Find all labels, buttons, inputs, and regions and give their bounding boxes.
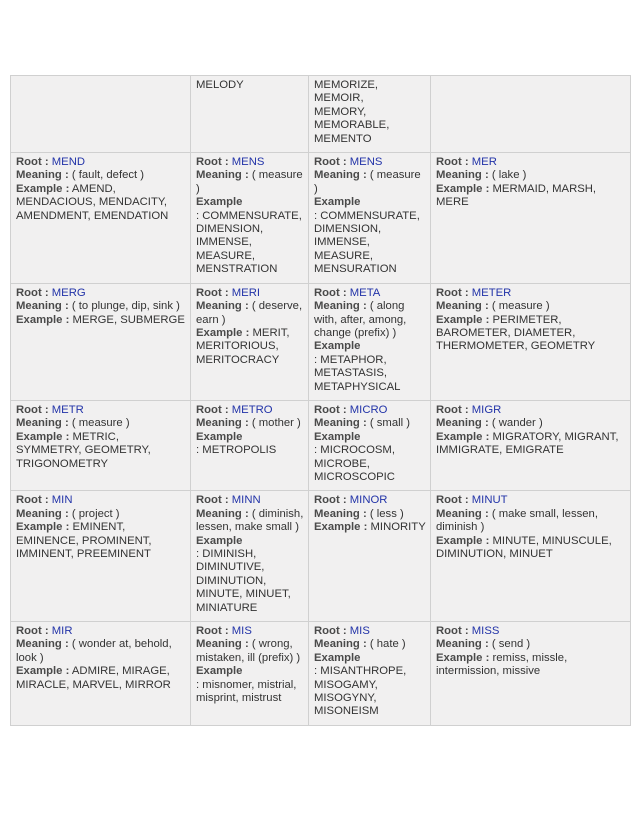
example-line (16, 521, 186, 561)
example-label: Example (314, 340, 361, 353)
root-label: Root : (196, 625, 229, 638)
root-entry-cell (191, 283, 309, 400)
root-label: Root : (16, 403, 49, 416)
meaning-label: Meaning : (314, 169, 367, 182)
root-entry-cell (11, 491, 191, 622)
meaning-label: Meaning : (196, 169, 249, 182)
table-cell (309, 76, 431, 153)
root-value: METR (51, 403, 84, 416)
meaning-label: Meaning : (196, 638, 249, 651)
root-line (436, 404, 626, 417)
example-value: : DIMINISH, DIMINUTIVE, DIMINUTION, MINUTE, MINUET, MINIATURE (196, 548, 291, 614)
root-line (196, 494, 304, 507)
example-label-line (196, 535, 304, 548)
example-line (436, 535, 626, 562)
example-line (16, 183, 186, 223)
meaning-value: ( measure ) (196, 169, 303, 195)
example-value: remiss, missle, intermission, missive (436, 651, 568, 678)
meaning-label: Meaning : (16, 169, 69, 182)
meaning-line (16, 300, 186, 313)
meaning-line (314, 300, 426, 340)
root-entry-cell (309, 622, 431, 726)
meaning-line (436, 169, 626, 182)
root-value: METRO (231, 403, 273, 416)
meaning-value: ( wrong, mistaken, ill (prefix) ) (196, 638, 301, 664)
example-label: Example (196, 665, 243, 678)
example-label: Example (196, 196, 243, 209)
example-line (436, 652, 626, 679)
meaning-value: ( project ) (71, 507, 120, 520)
example-value: AMEND, MENDACIOUS, MENDACITY, AMENDMENT, EMENDATION (16, 182, 169, 222)
root-value: MERI (231, 286, 261, 299)
root-line (314, 494, 426, 507)
root-value: MINUT (471, 494, 508, 507)
meaning-line (436, 508, 626, 535)
root-value: MICRO (349, 403, 388, 416)
root-line (16, 156, 186, 169)
meaning-value: ( hate ) (369, 638, 406, 651)
meaning-value: ( measure ) (71, 417, 130, 430)
example-label: Example (314, 430, 361, 443)
root-label: Root : (436, 625, 469, 638)
root-line (196, 287, 304, 300)
root-entry-cell (309, 400, 431, 490)
meaning-line (16, 417, 186, 430)
root-entry-cell (191, 622, 309, 726)
example-value: EMINENT, EMINENCE, PROMINENT, IMMINENT, PREEMINENT (16, 521, 152, 560)
root-line (196, 404, 304, 417)
root-line (436, 287, 626, 300)
example-label-line (314, 652, 426, 665)
root-value: MIN (51, 494, 73, 507)
example-label: Example : (436, 313, 490, 326)
table-row (11, 491, 631, 622)
example-value: : MICROCOSM, MICROBE, MICROSCOPIC (314, 444, 395, 483)
example-value: PERIMETER, BAROMETER, DIAMETER, THERMOMETER, GEOMETRY (436, 313, 596, 353)
root-label: Root : (436, 286, 469, 299)
root-line (314, 287, 426, 300)
root-label: Root : (16, 625, 49, 638)
meaning-line (314, 638, 426, 651)
root-label: Root : (196, 403, 229, 416)
meaning-value: ( measure ) (314, 169, 421, 195)
meaning-value: ( wonder at, behold, look ) (16, 638, 172, 664)
root-line (16, 404, 186, 417)
root-entry-cell (309, 283, 431, 400)
meaning-value: ( small ) (369, 417, 411, 430)
root-line (16, 287, 186, 300)
table-cell (431, 76, 631, 153)
meaning-line (196, 300, 304, 327)
example-label: Example : (436, 182, 490, 195)
table-row (11, 622, 631, 726)
roots-table (10, 75, 631, 726)
root-entry-cell (431, 400, 631, 490)
root-entry-cell (11, 283, 191, 400)
example-line (314, 521, 426, 534)
meaning-line (16, 508, 186, 521)
root-entry-cell (309, 491, 431, 622)
root-value: MENS (231, 156, 265, 169)
root-label: Root : (436, 403, 469, 416)
example-value: MERIT, MERITORIOUS, MERITOCRACY (196, 326, 290, 366)
example-label: Example (196, 430, 243, 443)
cell-text: MELODY (196, 79, 244, 91)
root-entry-cell (11, 622, 191, 726)
root-value: MIS (349, 625, 370, 638)
meaning-value: ( deserve, earn ) (196, 300, 303, 326)
meaning-label: Meaning : (16, 417, 69, 430)
example-line (196, 327, 304, 367)
meaning-value: ( diminish, lessen, make small ) (196, 507, 304, 534)
meaning-label: Meaning : (436, 507, 489, 520)
root-value: METER (471, 286, 512, 299)
example-label: Example : (16, 521, 70, 534)
meaning-line (436, 638, 626, 651)
meaning-value: ( mother ) (251, 417, 301, 430)
root-label: Root : (314, 286, 347, 299)
meaning-label: Meaning : (196, 507, 249, 520)
table-cell (191, 76, 309, 153)
root-value: MER (471, 156, 497, 169)
meaning-line (16, 169, 186, 182)
example-line (436, 183, 626, 210)
example-label: Example : (196, 326, 250, 339)
root-line (196, 625, 304, 638)
root-entry-cell (431, 622, 631, 726)
example-label: Example : (16, 430, 70, 443)
root-line (314, 404, 426, 417)
example-line (16, 431, 186, 471)
meaning-line (314, 169, 426, 196)
root-value: MERG (51, 286, 86, 299)
example-label: Example (314, 196, 361, 209)
table-row (11, 153, 631, 284)
root-line (196, 156, 304, 169)
root-label: Root : (196, 286, 229, 299)
example-value: MERMAID, MARSH, MERE (436, 182, 597, 209)
root-entry-cell (191, 400, 309, 490)
meaning-label: Meaning : (436, 169, 489, 182)
meaning-line (436, 300, 626, 313)
root-label: Root : (196, 156, 229, 169)
meaning-value: ( measure ) (491, 300, 550, 313)
meaning-value: ( lake ) (491, 169, 527, 182)
example-label-line (314, 340, 426, 353)
root-label: Root : (436, 494, 469, 507)
example-label: Example (196, 534, 243, 547)
example-value: MIGRATORY, MIGRANT, IMMIGRATE, EMIGRATE (436, 430, 619, 457)
root-label: Root : (314, 156, 347, 169)
meaning-label: Meaning : (16, 638, 69, 651)
root-line (436, 156, 626, 169)
example-value: : METROPOLIS (196, 444, 277, 457)
meaning-value: ( along with, after, among, change (prefix) ) (314, 300, 407, 339)
example-value: MINUTE, MINUSCULE, DIMINUTION, MINUET (436, 534, 612, 560)
root-label: Root : (196, 494, 229, 507)
root-label: Root : (16, 494, 49, 507)
example-label-line (196, 665, 304, 678)
example-line (16, 665, 186, 692)
meaning-line (314, 508, 426, 521)
example-value: : COMMENSURATE, DIMENSION, IMMENSE, MEASURE, MENSTRATION (196, 209, 302, 276)
root-label: Root : (16, 286, 49, 299)
meaning-label: Meaning : (314, 417, 367, 430)
table-body (11, 76, 631, 726)
meaning-label: Meaning : (196, 417, 249, 430)
root-line (436, 625, 626, 638)
example-label: Example : (16, 313, 70, 326)
meaning-label: Meaning : (314, 300, 367, 313)
root-line (436, 494, 626, 507)
root-value: MINN (231, 494, 261, 507)
root-line (16, 625, 186, 638)
table-row (11, 76, 631, 153)
example-value: MERGE, SUBMERGE (72, 313, 185, 326)
table-cell (11, 76, 191, 153)
example-line (436, 431, 626, 458)
example-line (16, 314, 186, 327)
root-line (314, 156, 426, 169)
root-line (314, 625, 426, 638)
root-entry-cell (11, 400, 191, 490)
meaning-value: ( to plunge, dip, sink ) (71, 300, 180, 313)
example-value: : misnomer, mistrial, misprint, mistrust (196, 678, 297, 705)
example-value: : COMMENSURATE, DIMENSION, IMMENSE, MEASURE, MENSURATION (314, 209, 420, 276)
meaning-label: Meaning : (196, 300, 249, 313)
meaning-value: ( wander ) (491, 417, 543, 430)
root-entry-cell (431, 491, 631, 622)
root-label: Root : (314, 625, 347, 638)
root-label: Root : (314, 403, 347, 416)
root-entry-cell (11, 153, 191, 284)
meaning-label: Meaning : (314, 507, 367, 520)
meaning-label: Meaning : (16, 507, 69, 520)
example-value: MINORITY (370, 521, 426, 534)
example-value: ADMIRE, MIRAGE, MIRACLE, MARVEL, MIRROR (16, 665, 171, 691)
root-value: MIS (231, 625, 252, 638)
example-label: Example : (436, 534, 490, 547)
root-entry-cell (309, 153, 431, 284)
root-value: MIGR (471, 403, 502, 416)
root-value: MENS (349, 156, 383, 169)
root-entry-cell (431, 283, 631, 400)
meaning-line (314, 417, 426, 430)
meaning-value: ( fault, defect ) (71, 169, 145, 182)
root-entry-cell (191, 153, 309, 284)
meaning-line (196, 417, 304, 430)
meaning-label: Meaning : (436, 638, 489, 651)
root-line (16, 494, 186, 507)
example-label-line (196, 196, 304, 209)
example-label-line (196, 431, 304, 444)
example-label: Example : (16, 665, 70, 678)
root-label: Root : (16, 156, 49, 169)
meaning-line (196, 508, 304, 535)
meaning-label: Meaning : (436, 417, 489, 430)
meaning-label: Meaning : (16, 300, 69, 313)
example-value: : MISANTHROPE, MISOGAMY, MISOGYNY, MISONEISM (314, 665, 407, 718)
root-value: MEND (51, 156, 86, 169)
meaning-value: ( make small, lessen, diminish ) (436, 507, 598, 534)
root-value: MIR (51, 625, 73, 638)
meaning-line (436, 417, 626, 430)
cell-text: MEMORIZE, MEMOIR, MEMORY, MEMORABLE, MEMENTO (314, 79, 390, 145)
example-label: Example : (16, 182, 70, 195)
root-value: META (349, 286, 381, 299)
root-entry-cell (431, 153, 631, 284)
meaning-line (196, 169, 304, 196)
example-label: Example : (436, 430, 490, 443)
root-entry-cell (191, 491, 309, 622)
root-label: Root : (436, 156, 469, 169)
root-label: Root : (314, 494, 347, 507)
meaning-value: ( send ) (491, 638, 531, 651)
meaning-line (16, 638, 186, 665)
meaning-label: Meaning : (436, 300, 489, 313)
example-value: : METAPHOR, METASTASIS, METAPHYSICAL (314, 353, 401, 393)
meaning-label: Meaning : (314, 638, 367, 651)
meaning-value: ( less ) (369, 507, 404, 520)
example-label: Example : (436, 651, 490, 664)
example-label: Example : (314, 521, 368, 534)
meaning-line (196, 638, 304, 665)
root-value: MISS (471, 625, 500, 638)
example-label-line (314, 431, 426, 444)
root-value: MINOR (349, 494, 388, 507)
example-label: Example (314, 651, 361, 664)
example-label-line (314, 196, 426, 209)
table-row (11, 283, 631, 400)
example-value: METRIC, SYMMETRY, GEOMETRY, TRIGONOMETRY (16, 430, 151, 470)
example-line (436, 314, 626, 354)
table-row (11, 400, 631, 490)
